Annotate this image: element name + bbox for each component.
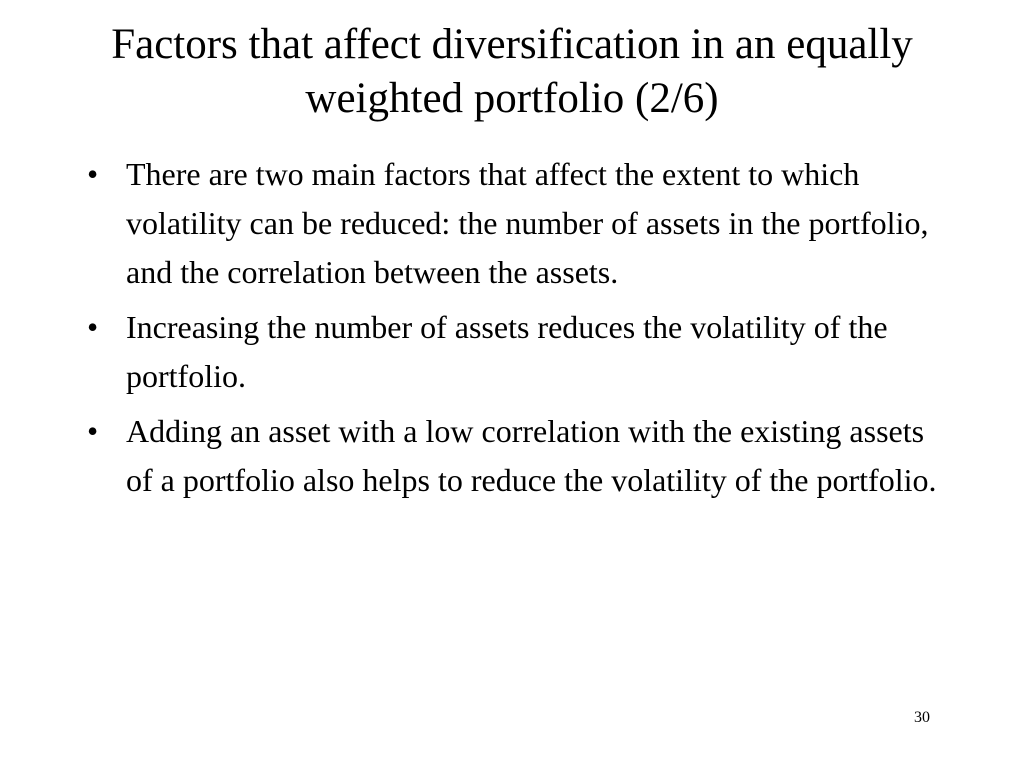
bullet-item bbox=[85, 303, 945, 401]
page-number: 30 bbox=[914, 709, 930, 726]
bullet-text: Increasing the number of assets reduces the volatility of the portfolio. bbox=[126, 309, 888, 394]
bullet-icon: • bbox=[87, 309, 99, 345]
bullet-icon: • bbox=[87, 156, 99, 192]
bullet-text: There are two main factors that affect the extent to which volatility can be reduced: the number of assets in the portfolio, and the correlation between the assets. bbox=[126, 156, 929, 290]
bullet-icon: • bbox=[87, 413, 99, 449]
bullet-text: Adding an asset with a low correlation with the existing assets of a portfolio also helps to reduce the volatility of the portfolio. bbox=[126, 413, 937, 498]
bullet-list bbox=[85, 150, 945, 511]
bullet-item bbox=[85, 150, 945, 297]
slide-title: Factors that affect diversification in an equally weighted portfolio (2/6) bbox=[111, 21, 913, 122]
bullet-item bbox=[85, 407, 945, 505]
